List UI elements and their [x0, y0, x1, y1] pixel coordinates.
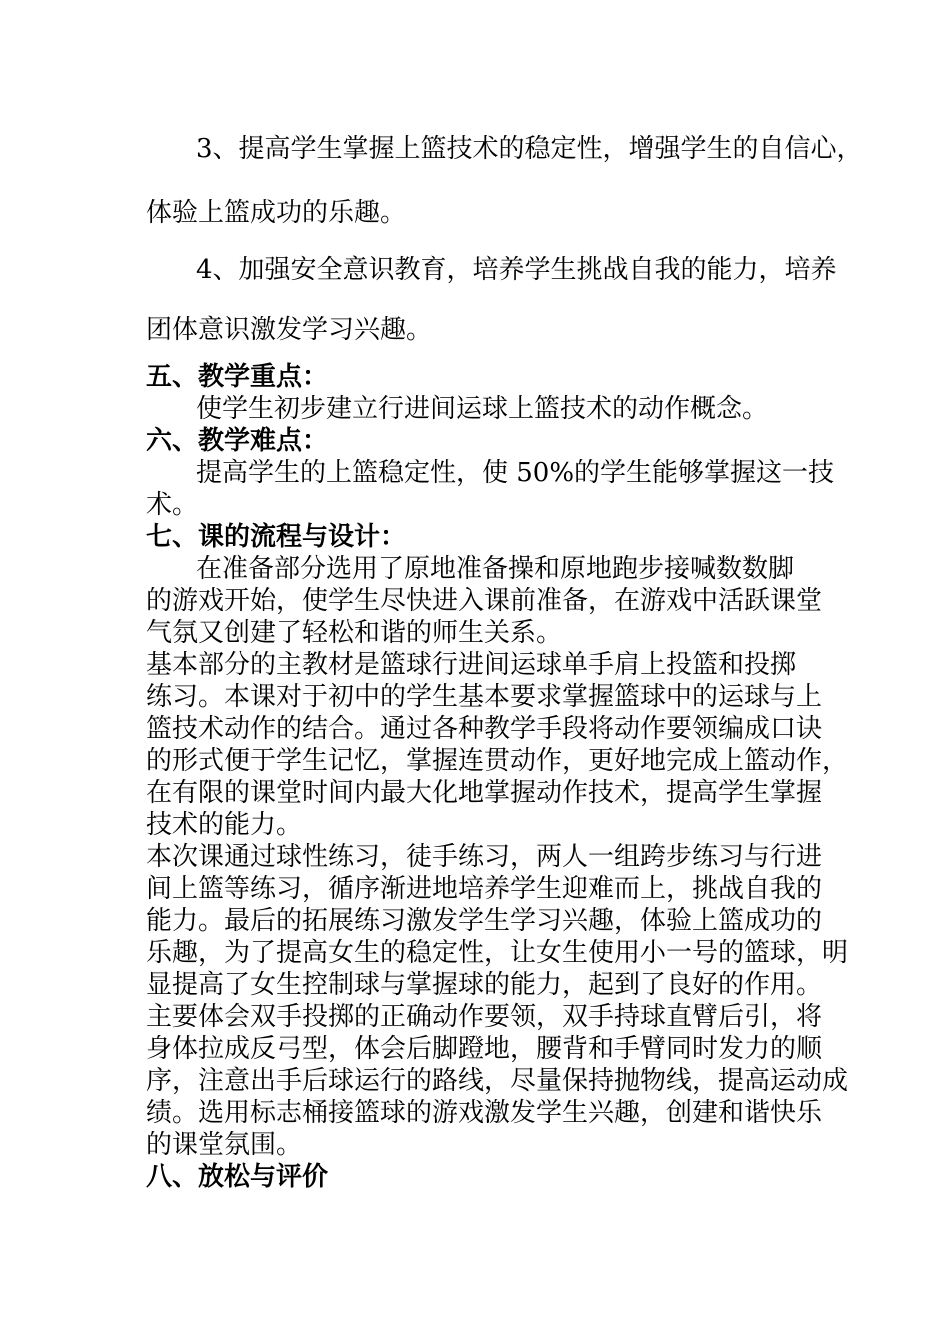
section7-p2-line: 的形式便于学生记忆，掌握连贯动作，更好地完成上篮动作，	[146, 746, 849, 776]
section6-body-line2: 术。	[146, 490, 199, 520]
section7-heading: 七、课的流程与设计：	[146, 522, 407, 552]
section7-p4-line: 的课堂氛围。	[146, 1130, 303, 1160]
section6-heading: 六、教学难点：	[146, 426, 329, 456]
section8-heading: 八、放松与评价	[146, 1162, 329, 1192]
section7-p4-line: 绩。选用标志桶接篮球的游戏激发学生兴趣，创建和谐快乐	[146, 1098, 823, 1128]
section6-body-line1: 提高学生的上篮稳定性，使 50%的学生能够掌握这一技	[196, 458, 835, 488]
section7-p2-line: 基本部分的主教材是篮球行进间运球单手肩上投篮和投掷	[146, 650, 797, 680]
section7-p3-line: 能力。最后的拓展练习激发学生学习兴趣，体验上篮成功的	[146, 906, 823, 936]
section7-p4-line: 序，注意出手后球运行的路线，尽量保持抛物线，提高运动成	[146, 1066, 849, 1096]
section7-p3-line: 本次课通过球性练习，徒手练习，两人一组跨步练习与行进	[146, 842, 823, 872]
section7-p2-line: 技术的能力。	[146, 810, 303, 840]
section7-p3-line: 间上篮等练习，循序渐进地培养学生迎难而上，挑战自我的	[146, 874, 823, 904]
section7-p3-line: 显提高了女生控制球与掌握球的能力，起到了良好的作用。	[146, 970, 823, 1000]
objective-3-line2: 体验上篮成功的乐趣。	[146, 198, 407, 228]
objective-4-line2: 团体意识激发学习兴趣。	[146, 315, 433, 345]
objective-4-line1: 4、加强安全意识教育，培养学生挑战自我的能力，培养	[196, 255, 837, 285]
section7-p2-line: 在有限的课堂时间内最大化地掌握动作技术，提高学生掌握	[146, 778, 823, 808]
section7-p2-line: 篮技术动作的结合。通过各种教学手段将动作要领编成口诀	[146, 714, 823, 744]
section7-p3-line: 乐趣，为了提高女生的稳定性，让女生使用小一号的篮球，明	[146, 938, 849, 968]
section7-p4-line: 主要体会双手投掷的正确动作要领，双手持球直臂后引，将	[146, 1002, 823, 1032]
section7-p1-line: 气氛又创建了轻松和谐的师生关系。	[146, 618, 563, 648]
section5-body: 使学生初步建立行进间运球上篮技术的动作概念。	[196, 394, 769, 424]
section7-p1-line: 的游戏开始，使学生尽快进入课前准备，在游戏中活跃课堂	[146, 586, 823, 616]
objective-3-line1: 3、提高学生掌握上篮技术的稳定性，增强学生的自信心，	[196, 134, 863, 164]
section7-p4-line: 身体拉成反弓型，体会后脚蹬地，腰背和手臂同时发力的顺	[146, 1034, 823, 1064]
section7-p1-line: 在准备部分选用了原地准备操和原地跑步接喊数数脚	[196, 554, 795, 584]
section7-p2-line: 练习。本课对于初中的学生基本要求掌握篮球中的运球与上	[146, 682, 823, 712]
section5-heading: 五、教学重点：	[146, 362, 329, 392]
